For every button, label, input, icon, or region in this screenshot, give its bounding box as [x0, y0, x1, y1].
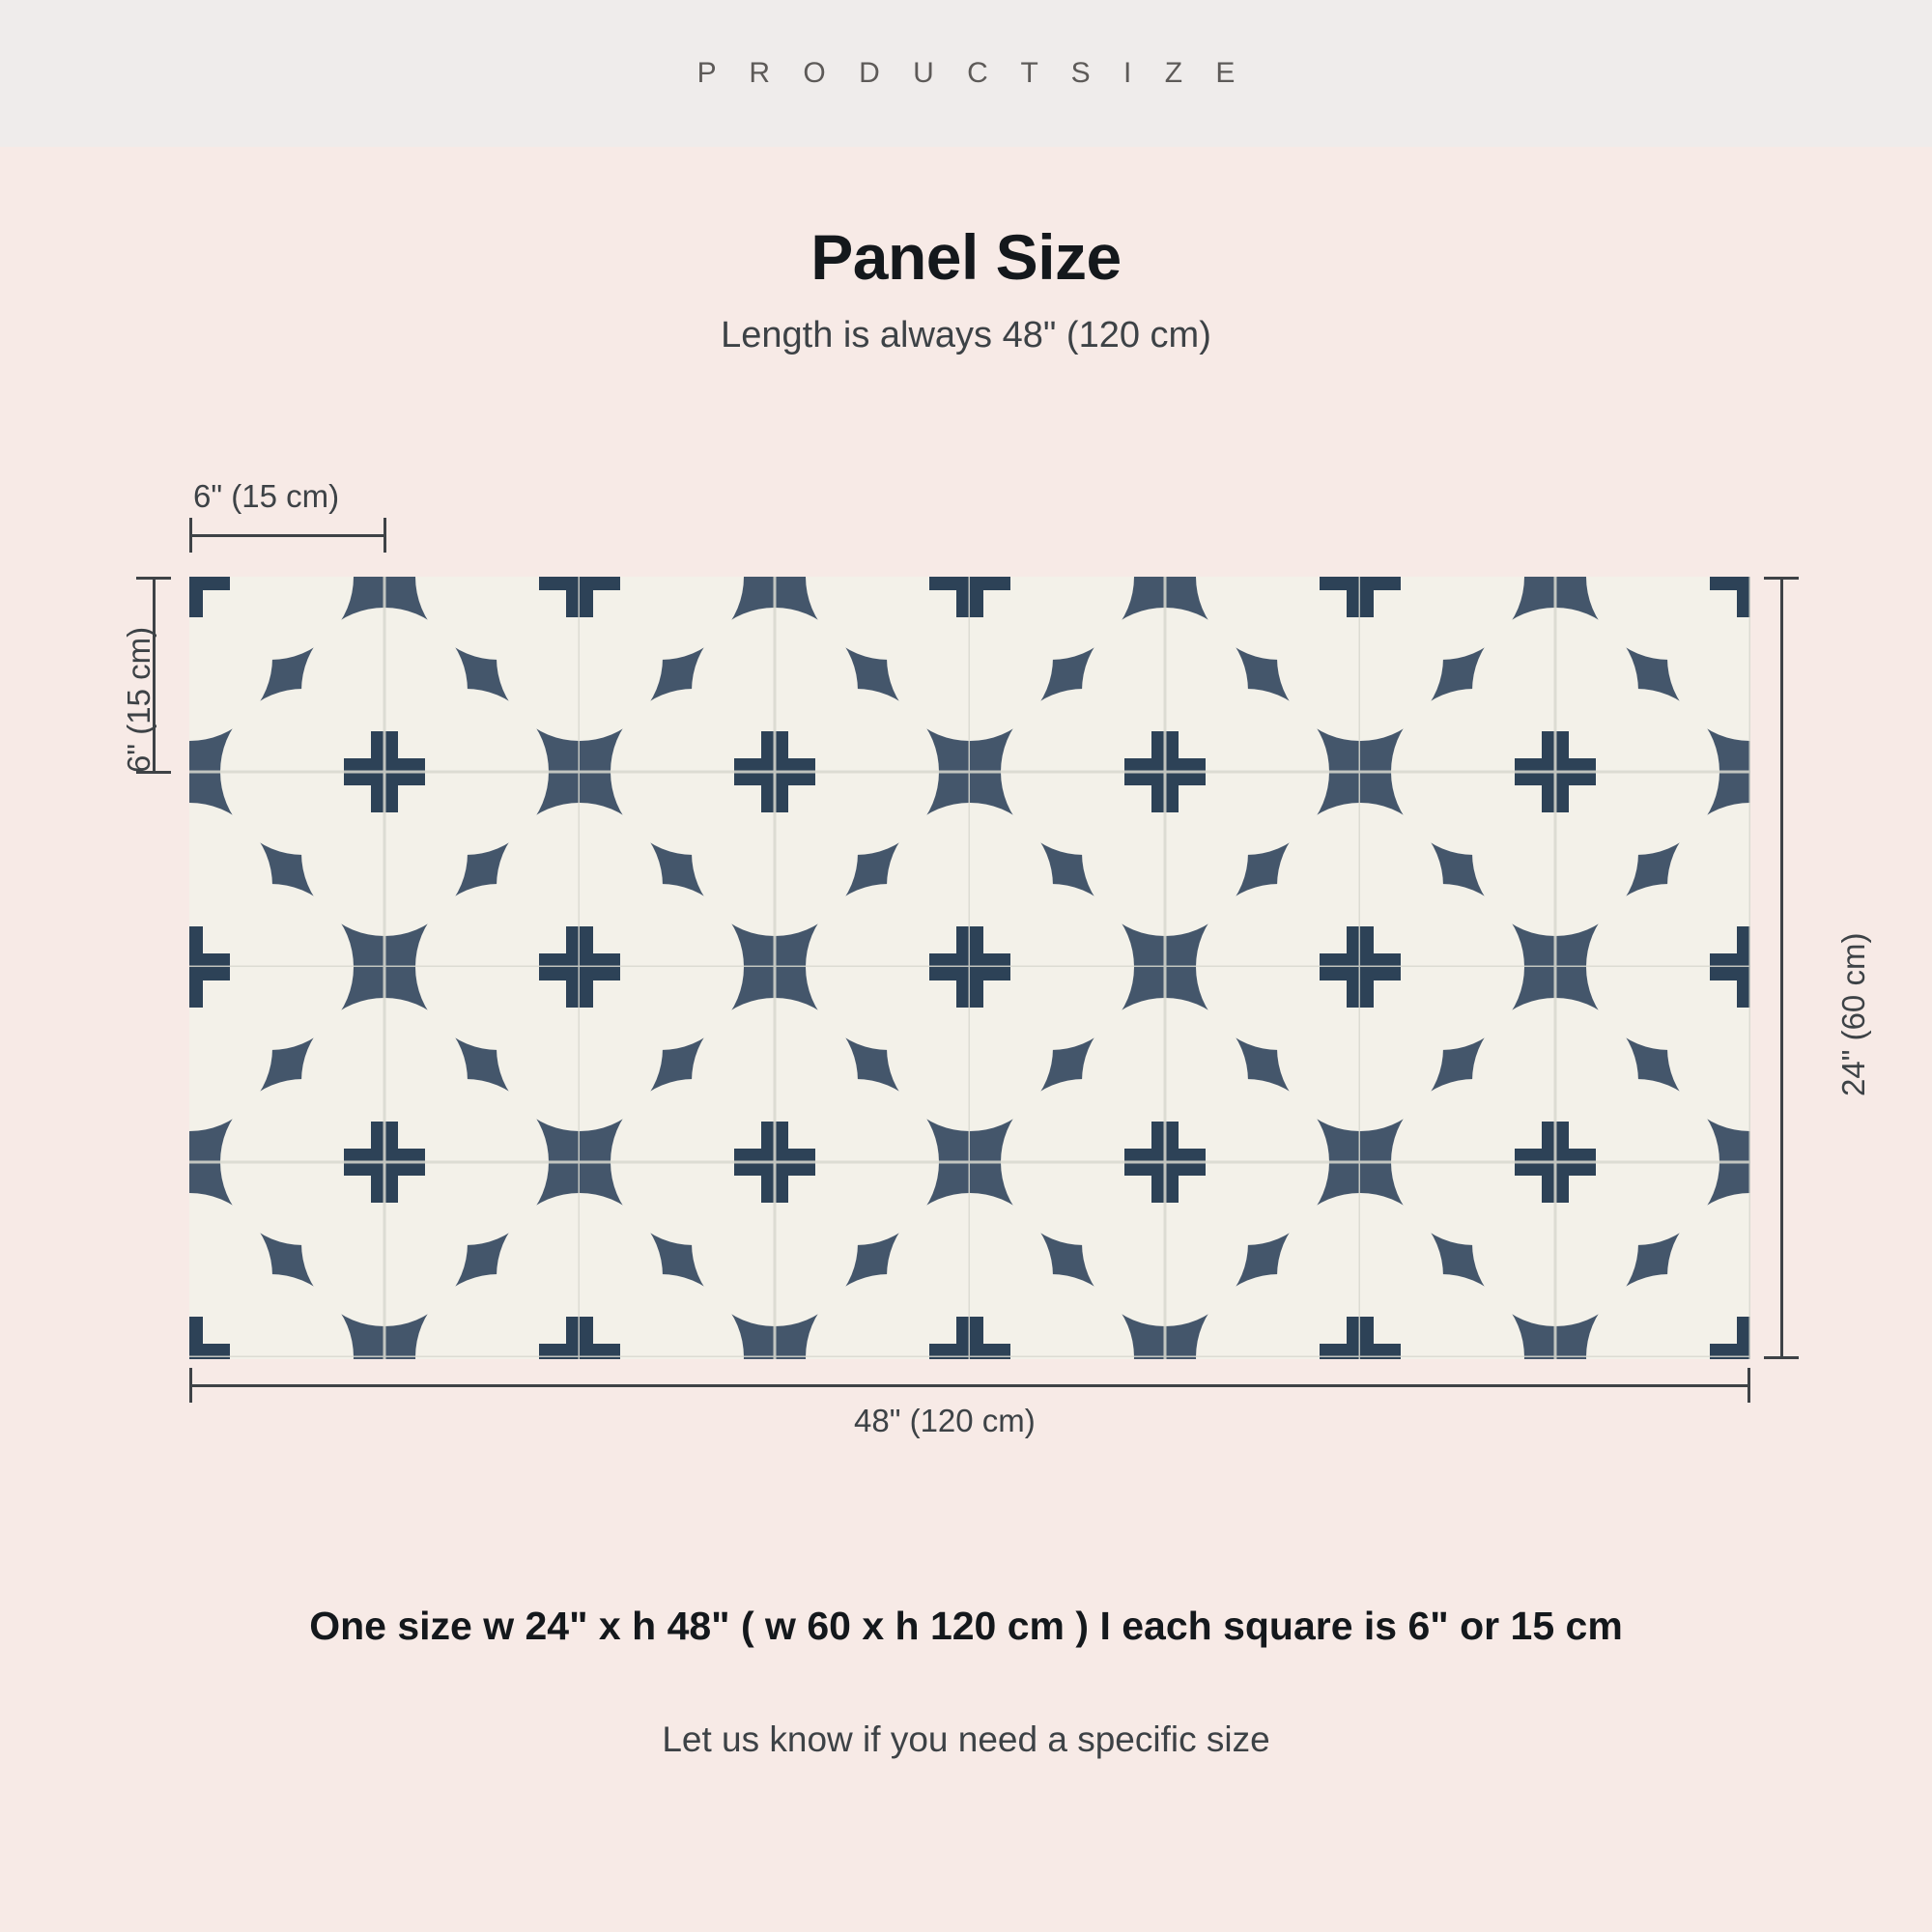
panel-width-label: 48" (120 cm) [854, 1403, 1036, 1438]
page-subtitle: Length is always 48" (120 cm) [721, 315, 1211, 355]
panel-height-label: 24" (60 cm) [1835, 932, 1871, 1096]
square-height-label: 6" (15 cm) [121, 626, 156, 773]
page-title: Panel Size [810, 221, 1122, 293]
custom-size-note: Let us know if you need a specific size [662, 1719, 1270, 1759]
square-width-dim-line [189, 534, 386, 537]
square-width-dim-cap-left [189, 518, 192, 553]
tile-pattern-svg [189, 577, 1750, 1359]
panel-width-dim-cap-left [189, 1368, 192, 1403]
square-width-dim-cap-right [384, 518, 386, 553]
panel-height-dim-line [1780, 577, 1783, 1359]
panel-width-dim-cap-right [1747, 1368, 1750, 1403]
square-width-label: 6" (15 cm) [193, 478, 340, 514]
product-size-label: P R O D U C T S I Z E [696, 57, 1248, 89]
product-size-banner [0, 0, 1932, 147]
panel-height-dim-cap-top [1764, 577, 1799, 580]
square-height-dim-cap-top [136, 577, 171, 580]
tile-panel-artwork [189, 577, 1750, 1359]
size-summary-text: One size w 24" x h 48" ( w 60 x h 120 cm ) I each square is 6" or 15 cm [309, 1604, 1623, 1648]
panel-height-dim-cap-bottom [1764, 1356, 1799, 1359]
panel-width-dim-line [189, 1384, 1750, 1387]
